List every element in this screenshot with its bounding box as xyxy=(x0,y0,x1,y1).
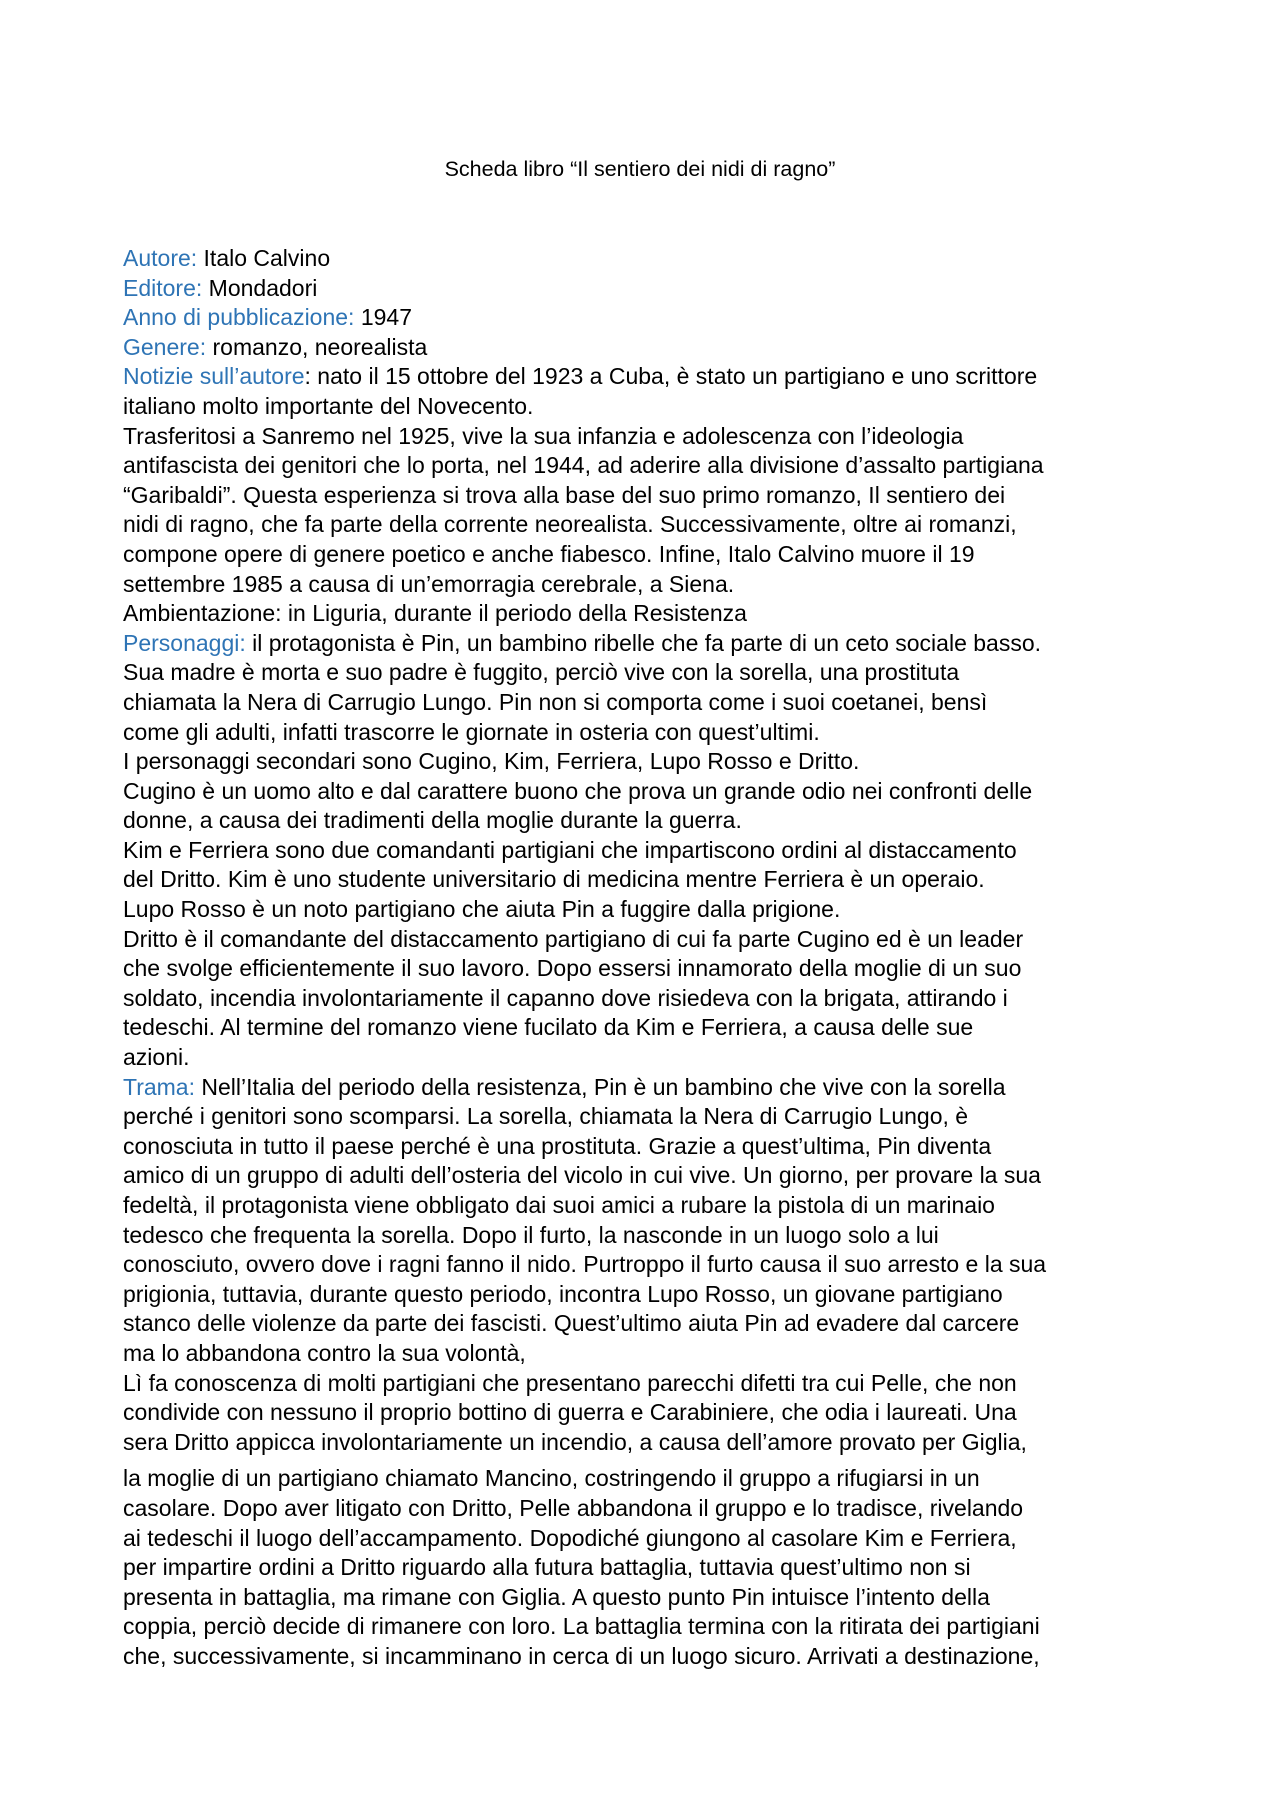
text-line: tedeschi. Al termine del romanzo viene fucilato da Kim e Ferriera, a causa delle sue xyxy=(123,1014,974,1041)
text-line: per impartire ordini a Dritto riguardo alla futura battaglia, tuttavia quest’ultimo non si xyxy=(123,1554,971,1581)
paragraph-gap xyxy=(123,1457,1198,1464)
text-line: Cugino è un uomo alto e dal carattere buono che prova un grande odio nei confronti delle xyxy=(123,777,1033,804)
value-year: 1947 xyxy=(354,304,413,331)
value-plot: Nell’Italia del periodo della resistenza, Pin è un bambino che vive con la sorella xyxy=(195,1073,1006,1100)
text-line: casolare. Dopo aver litigato con Dritto, Pelle abbandona il gruppo e lo tradisce, rivelando xyxy=(123,1494,1024,1521)
line-author-notes xyxy=(123,362,1198,392)
text-line: antifascista dei genitori che lo porta, nel 1944, ad aderire alla divisione d’assalto partigiana xyxy=(123,452,1044,479)
document-body xyxy=(123,244,1198,1672)
text-line: azioni. xyxy=(123,1044,190,1071)
line-author xyxy=(123,244,1198,274)
text-line: soldato, incendia involontariamente il capanno dove risiedeva con la brigata, attirando i xyxy=(123,984,1008,1011)
text-line: Kim e Ferriera sono due comandanti partigiani che impartiscono ordini al distaccamento xyxy=(123,836,1017,863)
text-line: donne, a causa dei tradimenti della moglie durante la guerra. xyxy=(123,807,742,834)
text-line: perché i genitori sono scomparsi. La sorella, chiamata la Nera di Carrugio Lungo, è xyxy=(123,1103,969,1130)
text-line: I personaggi secondari sono Cugino, Kim, Ferriera, Lupo Rosso e Dritto. xyxy=(123,748,860,775)
text-line: settembre 1985 a causa di un’emorragia cerebrale, a Siena. xyxy=(123,570,735,597)
text-line: italiano molto importante del Novecento. xyxy=(123,392,534,419)
label-author-notes: Notizie sull’autore xyxy=(123,363,305,390)
line-genre xyxy=(123,333,1198,363)
label-plot: Trama: xyxy=(123,1073,195,1100)
line-year xyxy=(123,303,1198,333)
text-line: la moglie di un partigiano chiamato Mancino, costringendo il gruppo a rifugiarsi in un xyxy=(123,1465,980,1492)
line-characters xyxy=(123,629,1198,659)
value-characters: il protagonista è Pin, un bambino ribelle che fa parte di un ceto sociale basso. xyxy=(245,629,1042,656)
value-author: Italo Calvino xyxy=(197,245,331,271)
label-genre: Genere: xyxy=(123,333,207,360)
text-line: ai tedeschi il luogo dell’accampamento. Dopodiché giungono al casolare Kim e Ferriera, xyxy=(123,1524,1017,1551)
text-line: ma lo abbandona contro la sua volontà, xyxy=(123,1339,526,1366)
text-line: Dritto è il comandante del distaccamento partigiano di cui fa parte Cugino ed è un leader xyxy=(123,925,1024,952)
text-line: fedeltà, il protagonista viene obbligato dai suoi amici a rubare la pistola di un marinaio xyxy=(123,1192,995,1218)
document-title: Scheda libro “Il sentiero dei nidi di ragno” xyxy=(444,157,836,181)
text-line: chiamata la Nera di Carrugio Lungo. Pin non si comporta come i suoi coetanei, bensì xyxy=(123,688,988,715)
text-line: Sua madre è morta e suo padre è fuggito, perciò vive con la sorella, una prostituta xyxy=(123,659,960,686)
text-line: compone opere di genere poetico e anche fiabesco. Infine, Italo Calvino muore il 19 xyxy=(123,540,975,567)
text-line: Lì fa conoscenza di molti partigiani che presentano parecchi difetti tra cui Pelle, che non xyxy=(123,1369,1017,1396)
text-line: tedesco che frequenta la sorella. Dopo il furto, la nasconde in un luogo solo a lui xyxy=(123,1221,939,1248)
text-line: prigionia, tuttavia, durante questo periodo, incontra Lupo Rosso, un giovane partigiano xyxy=(123,1280,1003,1307)
text-line: presenta in battaglia, ma rimane con Giglia. A questo punto Pin intuisce l’intento della xyxy=(123,1583,990,1610)
text-line: Lupo Rosso è un noto partigiano che aiuta Pin a fuggire dalla prigione. xyxy=(123,896,841,923)
text-line: che, successivamente, si incamminano in cerca di un luogo sicuro. Arrivati a destinazione, xyxy=(123,1642,1040,1669)
text-line: che svolge efficientemente il suo lavoro. Dopo essersi innamorato della moglie di un suo xyxy=(123,955,1022,982)
text-line: come gli adulti, infatti trascorre le giornate in osteria con quest’ultimi. xyxy=(123,718,820,745)
label-author: Autore: xyxy=(123,245,198,271)
line-setting: Ambientazione: in Liguria, durante il periodo della Resistenza xyxy=(123,600,747,627)
text-line: nidi di ragno, che fa parte della corrente neorealista. Successivamente, oltre ai romanzi, xyxy=(123,511,1017,538)
text-line: conosciuto, ovvero dove i ragni fanno il nido. Purtroppo il furto causa il suo arresto e la sua xyxy=(123,1251,1047,1278)
label-publisher: Editore: xyxy=(123,274,203,301)
label-year: Anno di pubblicazione: xyxy=(123,304,355,331)
text-line: coppia, perciò decide di rimanere con loro. La battaglia termina con la ritirata dei partigiani xyxy=(123,1613,1040,1640)
value-publisher: Mondadori xyxy=(202,274,318,301)
text-line: sera Dritto appicca involontariamente un incendio, a causa dell’amore provato per Giglia, xyxy=(123,1428,1027,1455)
text-line: amico di un gruppo di adulti dell’osteria del vicolo in cui vive. Un giorno, per provare la sua xyxy=(123,1162,1041,1189)
text-line: conosciuta in tutto il paese perché è una prostituta. Grazie a quest’ultima, Pin diventa xyxy=(123,1132,992,1159)
text-line: stanco delle violenze da parte dei fascisti. Quest’ultimo aiuta Pin ad evadere dal carcere xyxy=(123,1310,1020,1337)
text-line: condivide con nessuno il proprio bottino di guerra e Carabiniere, che odia i laureati. Una xyxy=(123,1399,1017,1426)
value-author-notes: : nato il 15 ottobre del 1923 a Cuba, è stato un partigiano e uno scrittore xyxy=(304,363,1038,390)
text-line: del Dritto. Kim è uno studente universitario di medicina mentre Ferriera è un operaio. xyxy=(123,866,985,893)
value-genre: romanzo, neorealista xyxy=(206,333,428,360)
line-publisher xyxy=(123,274,1198,304)
line-plot xyxy=(123,1073,1198,1103)
label-characters: Personaggi: xyxy=(123,629,246,656)
text-line: “Garibaldi”. Questa esperienza si trova alla base del suo primo romanzo, Il sentiero dei xyxy=(123,481,1006,508)
text-line: Trasferitosi a Sanremo nel 1925, vive la sua infanzia e adolescenza con l’ideologia xyxy=(123,422,964,449)
